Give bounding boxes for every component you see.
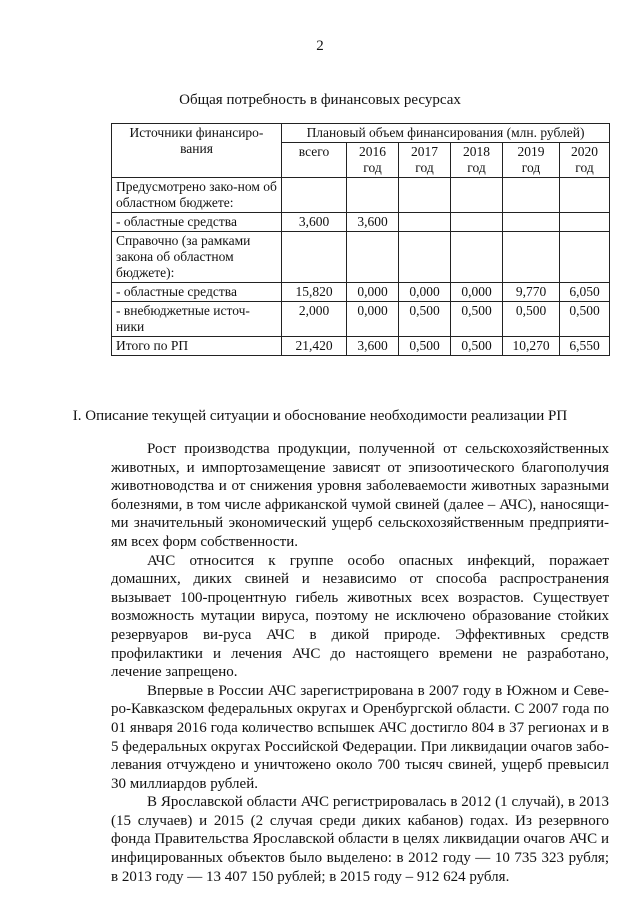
paragraph: АЧС относится к группе особо опасных инфекций, поражает домашних, диких свиней и независимо от способа распространения вызывает 100-процентную гибель животных всех возрастов. Существует возможность мутации вируса, поэтому не исключено образование стойких резервуаров ви-руса АЧС в дикой природе. Эффективных средств профилактики и лечения АЧС до настоящего времени не разработано, лечение запрещено. bbox=[111, 552, 609, 681]
cell: 6,550 bbox=[560, 337, 610, 356]
cell: 6,050 bbox=[560, 283, 610, 302]
body-text bbox=[111, 440, 609, 886]
row-label: - областные средства bbox=[112, 213, 282, 232]
cell: 0,500 bbox=[451, 302, 503, 337]
cell: 3,600 bbox=[282, 213, 347, 232]
cell: 2,000 bbox=[282, 302, 347, 337]
cell: 10,270 bbox=[503, 337, 560, 356]
row-label: - областные средства bbox=[112, 283, 282, 302]
header-plan: Плановый объем финансирования (млн. рублей) bbox=[282, 124, 610, 143]
row-label: Предусмотрено зако-ном об областном бюджете: bbox=[112, 178, 282, 213]
row-label: Справочно (за рамками закона об областном бюджете): bbox=[112, 232, 282, 283]
cell: 0,500 bbox=[560, 302, 610, 337]
cell: 0,500 bbox=[451, 337, 503, 356]
cell bbox=[282, 178, 347, 213]
table-row bbox=[112, 178, 610, 213]
cell: 9,770 bbox=[503, 283, 560, 302]
cell bbox=[451, 178, 503, 213]
table-row bbox=[112, 213, 610, 232]
table-row bbox=[112, 283, 610, 302]
cell bbox=[347, 178, 399, 213]
cell bbox=[451, 232, 503, 283]
table-caption: Общая потребность в финансовых ресурсах bbox=[179, 92, 461, 108]
col-header: 2016 год bbox=[347, 143, 399, 178]
cell: 15,820 bbox=[282, 283, 347, 302]
row-label: - внебюджетные источ-ники bbox=[112, 302, 282, 337]
cell bbox=[503, 213, 560, 232]
col-header: всего bbox=[282, 143, 347, 178]
financing-table bbox=[111, 123, 610, 356]
cell bbox=[451, 213, 503, 232]
table-row-total bbox=[112, 337, 610, 356]
col-header: 2020 год bbox=[560, 143, 610, 178]
cell bbox=[560, 213, 610, 232]
cell: 21,420 bbox=[282, 337, 347, 356]
cell bbox=[399, 178, 451, 213]
col-header: 2018 год bbox=[451, 143, 503, 178]
cell bbox=[560, 178, 610, 213]
table-header-row bbox=[112, 124, 610, 143]
cell: 0,500 bbox=[399, 302, 451, 337]
cell bbox=[347, 232, 399, 283]
paragraph: Впервые в России АЧС зарегистрирована в 2007 году в Южном и Севе-ро-Кавказском федеральных округах и Оренбургской области. С 2007 года по 01 января 2016 года количество вспышек АЧС достигло 804 в 37 регионах и в 5 федеральных округах Российской Федерации. При ликвидации очагов забо-левания отчуждено и уничтожено около 700 тысяч свиней, ущерб превысил 30 миллиардов рублей. bbox=[111, 682, 609, 792]
cell: 0,500 bbox=[503, 302, 560, 337]
row-label: Итого по РП bbox=[112, 337, 282, 356]
table-row bbox=[112, 232, 610, 283]
header-sources: Источники финансиро-вания bbox=[112, 124, 282, 178]
col-header: 2019 год bbox=[503, 143, 560, 178]
cell: 0,000 bbox=[399, 283, 451, 302]
cell bbox=[282, 232, 347, 283]
cell: 3,600 bbox=[347, 213, 399, 232]
cell bbox=[560, 232, 610, 283]
cell: 0,000 bbox=[451, 283, 503, 302]
section-title: I. Описание текущей ситуации и обоснование необходимости реализации РП bbox=[72, 408, 568, 424]
cell bbox=[399, 213, 451, 232]
cell bbox=[503, 232, 560, 283]
cell bbox=[399, 232, 451, 283]
paragraph: В Ярославской области АЧС регистрировалась в 2012 (1 случай), в 2013 (15 случаев) и 2015 (2 случая среди диких кабанов) годах. Из резервного фонда Правительства Ярославской области в целях ликвидации очагов АЧС и инфицированных объектов было выделено: в 2012 году — 10 735 323 рубля; в 2013 году — 13 407 150 рублей; в 2015 году – 912 624 рубля. bbox=[111, 794, 609, 885]
cell: 0,000 bbox=[347, 302, 399, 337]
table-row bbox=[112, 302, 610, 337]
paragraph: Рост производства продукции, полученной от сельскохозяйственных животных, и импортозамещение зависят от эпизоотического благополучия животноводства и от снижения уровня заболеваемости животных заразными болезнями, в том числе африканской чумой свиней (далее – АЧС), наносящи-ми значительный экономический ущерб сельскохозяйственным предприяти-ям всех форм собственности. bbox=[111, 441, 609, 550]
col-header: 2017 год bbox=[399, 143, 451, 178]
cell: 0,500 bbox=[399, 337, 451, 356]
page-number: 2 bbox=[316, 38, 324, 54]
cell bbox=[503, 178, 560, 213]
cell: 0,000 bbox=[347, 283, 399, 302]
cell: 3,600 bbox=[347, 337, 399, 356]
